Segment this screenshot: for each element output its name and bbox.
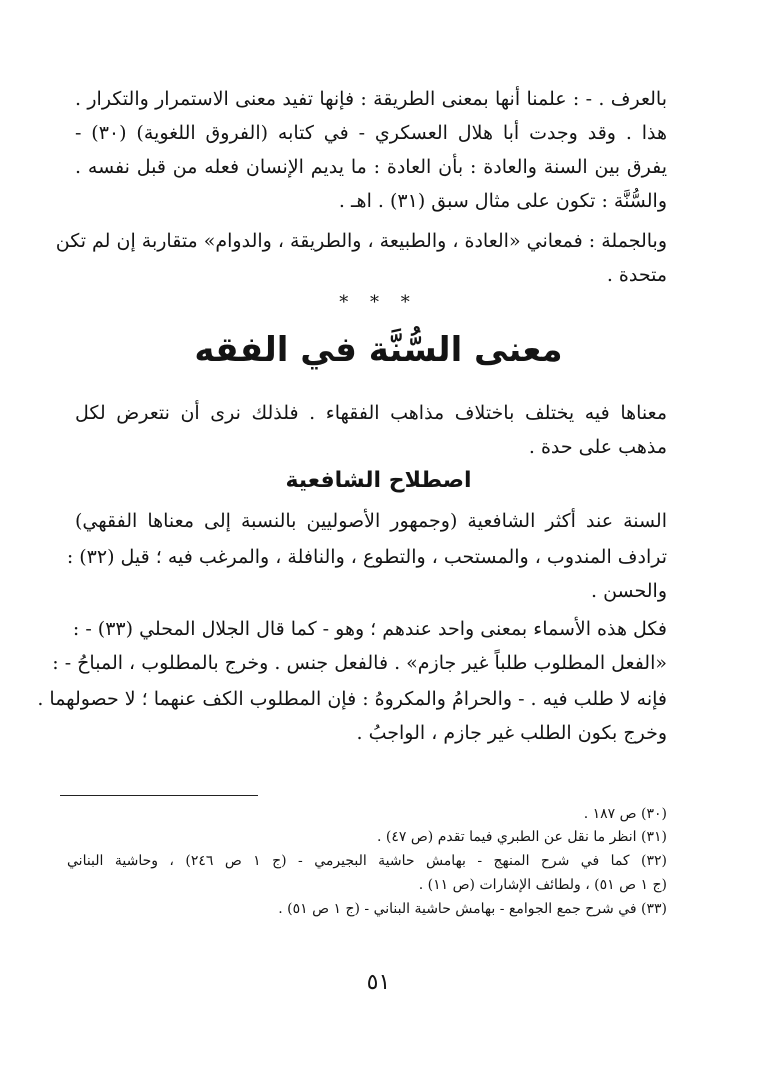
body-line-1: بالعرف . - : علمنا أنها بمعنى الطريقة : فإنها تفيد معنى الاستمرار والتكرار . (75, 88, 667, 110)
shafii-line-1: السنة عند أكثر الشافعية (وجمهور الأصوليين بالنسبة إلى معناها الفقهي) (75, 510, 667, 532)
section-separator: * * * (339, 292, 418, 313)
shafii-line-3: والحسن . (591, 580, 667, 602)
footnote-30: (٣٠) ص ١٨٧ . (583, 806, 667, 822)
section-title: معنى السُّنَّة في الفقه (194, 330, 563, 370)
body-line-5: وبالجملة : فمعاني «العادة ، والطبيعة ، والطريقة ، والدوام» متقاربة إن لم تكن (55, 230, 667, 252)
body-line-6: متحدة . (606, 264, 667, 286)
shafii-line-6: فإنه لا طلب فيه . - والحرامُ والمكروهُ : فإن المطلوب الكف عنهما ؛ لا حصولهما . (37, 688, 667, 710)
footnote-32: (٣٢) كما في شرح المنهج - بهامش حاشية البجيرمي - (ج ١ ص ٢٤٦) ، وحاشية البناني (67, 853, 668, 869)
shafii-line-5: «الفعل المطلوب طلباً غير جازم» . فالفعل جنس . وخرج بالمطلوب ، المباحُ - : (52, 652, 667, 674)
footnote-33: (٣٣) في شرح جمع الجوامع - بهامش حاشية البناني - (ج ١ ص ٥١) . (278, 901, 667, 917)
subsection-title: اصطلاح الشافعية (285, 468, 472, 493)
shafii-line-2: ترادف المندوب ، والمستحب ، والتطوع ، والنافلة ، والمرغب فيه ؛ قيل (٣٢) : (66, 546, 667, 568)
shafii-line-4: فكل هذه الأسماء بمعنى واحد عندهم ؛ وهو - كما قال الجلال المحلي (٣٣) - : (72, 618, 667, 640)
page-number: ٥١ (366, 970, 391, 995)
footnote-32-continued: (ج ١ ص ٥١) ، ولطائف الإشارات (ص ١١) . (418, 877, 667, 893)
footnote-31: (٣١) انظر ما نقل عن الطبري فيما تقدم (ص ٤٧) . (376, 829, 667, 845)
intro-line-1: معناها فيه يختلف باختلاف مذاهب الفقهاء . فلذلك نرى أن نتعرض لكل (75, 402, 667, 424)
intro-line-2: مذهب على حدة . (528, 436, 667, 458)
body-line-4: والسُّنَّة : تكون على مثال سبق (٣١) . اهـ . (338, 190, 667, 212)
body-line-3: يفرق بين السنة والعادة : بأن العادة : ما يديم الإنسان فعله من قبل نفسه . (75, 156, 667, 178)
footnote-rule (60, 795, 258, 796)
shafii-line-7: وخرج بكون الطلب غير جازم ، الواجبُ . (356, 722, 667, 744)
body-line-2: هذا . وقد وجدت أبا هلال العسكري - في كتابه (الفروق اللغوية) (٣٠) - (75, 122, 668, 144)
